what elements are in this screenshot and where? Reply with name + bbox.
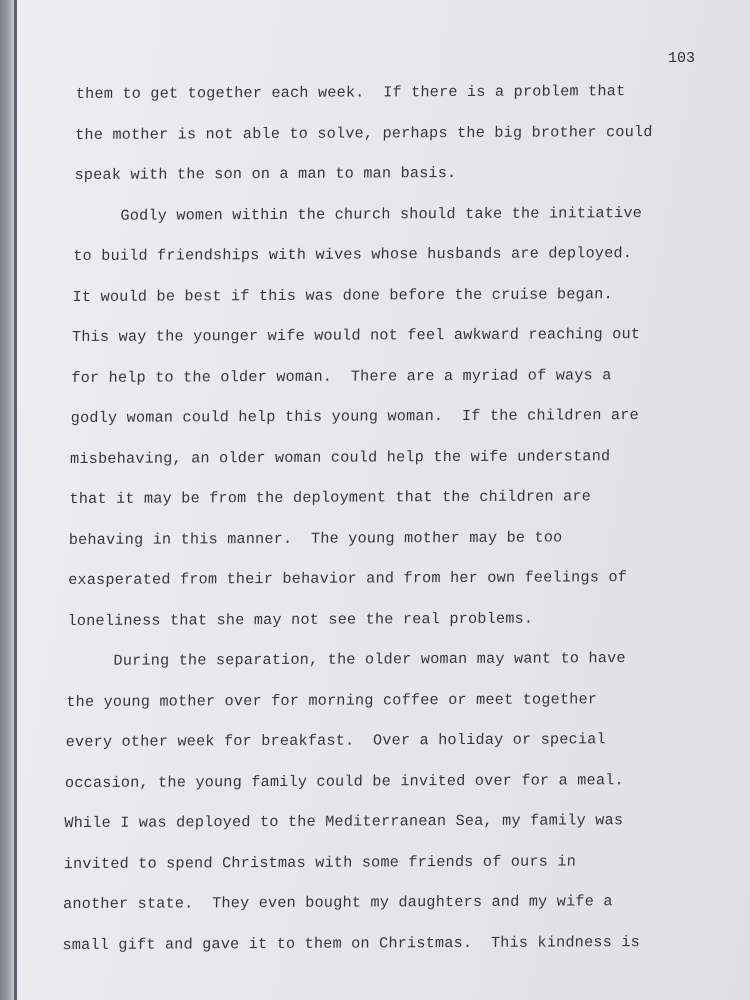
text-line: This way the younger wife would not feel awkward reaching out xyxy=(71,325,641,347)
text-line: behaving in this manner. The young mother may be too xyxy=(68,527,563,549)
text-line: loneliness that she may not see the real problems. xyxy=(67,609,534,630)
text-line: another state. They even bought my daughters and my wife a xyxy=(62,892,613,914)
text-line: Godly women within the church should take the initiative xyxy=(73,203,643,225)
text-line: the mother is not able to solve, perhaps the big brother could xyxy=(75,122,653,144)
page-number: 103 xyxy=(668,50,696,67)
text-line: that it may be from the deployment that the children are xyxy=(69,487,592,509)
text-line: While I was deployed to the Mediterranean Sea, my family was xyxy=(64,811,624,833)
text-line: During the separation, the older woman may want to have xyxy=(66,649,626,671)
text-line: every other week for breakfast. Over a holiday or special xyxy=(65,730,606,752)
text-line: It would be best if this was done before the cruise began. xyxy=(72,284,613,306)
body-text xyxy=(62,79,726,973)
text-line: small gift and gave it to them on Christmas. This kindness is xyxy=(62,932,641,954)
binding-edge xyxy=(0,0,14,1000)
text-line: occasion, the young family could be invited over for a meal. xyxy=(64,770,624,792)
text-line: invited to spend Christmas with some friends of ours in xyxy=(63,851,577,873)
text-line: godly woman could help this young woman. If the children are xyxy=(70,406,640,428)
text-line: to build friendships with wives whose husbands are deployed. xyxy=(73,244,633,266)
text-line: speak with the son on a man to man basis. xyxy=(74,164,457,185)
text-line: for help to the older woman. There are a myriad of ways a xyxy=(71,365,612,387)
text-line: the young mother over for morning coffee or meet together xyxy=(66,689,598,711)
text-line: them to get together each week. If there is a problem that xyxy=(75,82,626,104)
text-line: misbehaving, an older woman could help the wife understand xyxy=(69,446,611,468)
binding-line xyxy=(14,0,17,1000)
text-line: exasperated from their behavior and from her own feelings of xyxy=(68,568,628,590)
